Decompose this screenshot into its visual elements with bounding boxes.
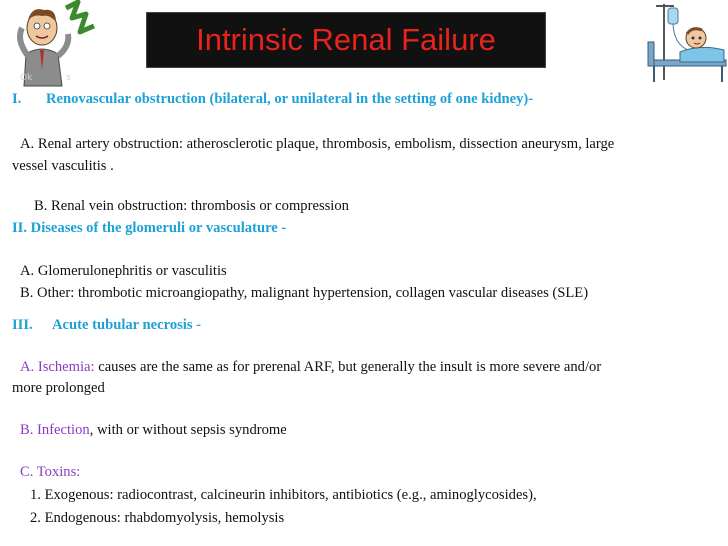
section-1-heading	[12, 90, 533, 108]
section-3-heading	[12, 316, 201, 334]
section-3-item-c-2: 2. Endogenous: rhabdomyolysis, hemolysis	[30, 510, 285, 526]
section-3-numeral: III.	[12, 317, 33, 333]
section-1-item-b: B. Renal vein obstruction: thrombosis or compression	[34, 198, 349, 214]
clipart-stressed-man-icon	[6, 0, 100, 88]
section-1-item-a-line1: A. Renal artery obstruction: atherosclerotic plaque, thrombosis, embolism, dissection aneurysm, large	[20, 136, 615, 152]
title-banner	[146, 12, 546, 68]
section-3-item-b-label: B. Infection	[20, 422, 90, 438]
section-2-item-b: B. Other: thrombotic microangiopathy, malignant hypertension, collagen vascular diseases (SLE)	[20, 285, 589, 301]
section-3-item-a-line2: more prolonged	[12, 380, 105, 396]
section-3-item-a-line1	[20, 358, 601, 376]
section-1-heading-text: Renovascular obstruction (bilateral, or unilateral in the setting of one kidney)-	[46, 91, 534, 107]
section-3-item-a-label: A. Ischemia:	[20, 359, 95, 375]
section-1-item-a-line2: vessel vasculitis .	[12, 158, 114, 174]
section-1-numeral: I.	[12, 91, 22, 107]
section-3-item-b-text: , with or without sepsis syndrome	[89, 422, 287, 438]
section-3-heading-text: Acute tubular necrosis -	[52, 317, 202, 333]
svg-text:Ok: Ok	[20, 73, 33, 83]
svg-text:s: s	[66, 73, 71, 83]
section-3-item-c-1: 1. Exogenous: radiocontrast, calcineurin inhibitors, antibiotics (e.g., aminoglycosides),	[30, 487, 537, 503]
page-title: Intrinsic Renal Failure	[196, 22, 496, 57]
section-3-item-c-label: C. Toxins:	[20, 464, 81, 480]
section-3-item-a-text: causes are the same as for prerenal ARF, but generally the insult is more severe and/or	[94, 359, 602, 375]
clipart-hospital-bed-icon	[640, 0, 728, 86]
section-3-item-b	[20, 421, 287, 439]
section-2-heading: II. Diseases of the glomeruli or vasculature -	[12, 220, 287, 236]
section-2-item-a: A. Glomerulonephritis or vasculitis	[20, 263, 227, 279]
